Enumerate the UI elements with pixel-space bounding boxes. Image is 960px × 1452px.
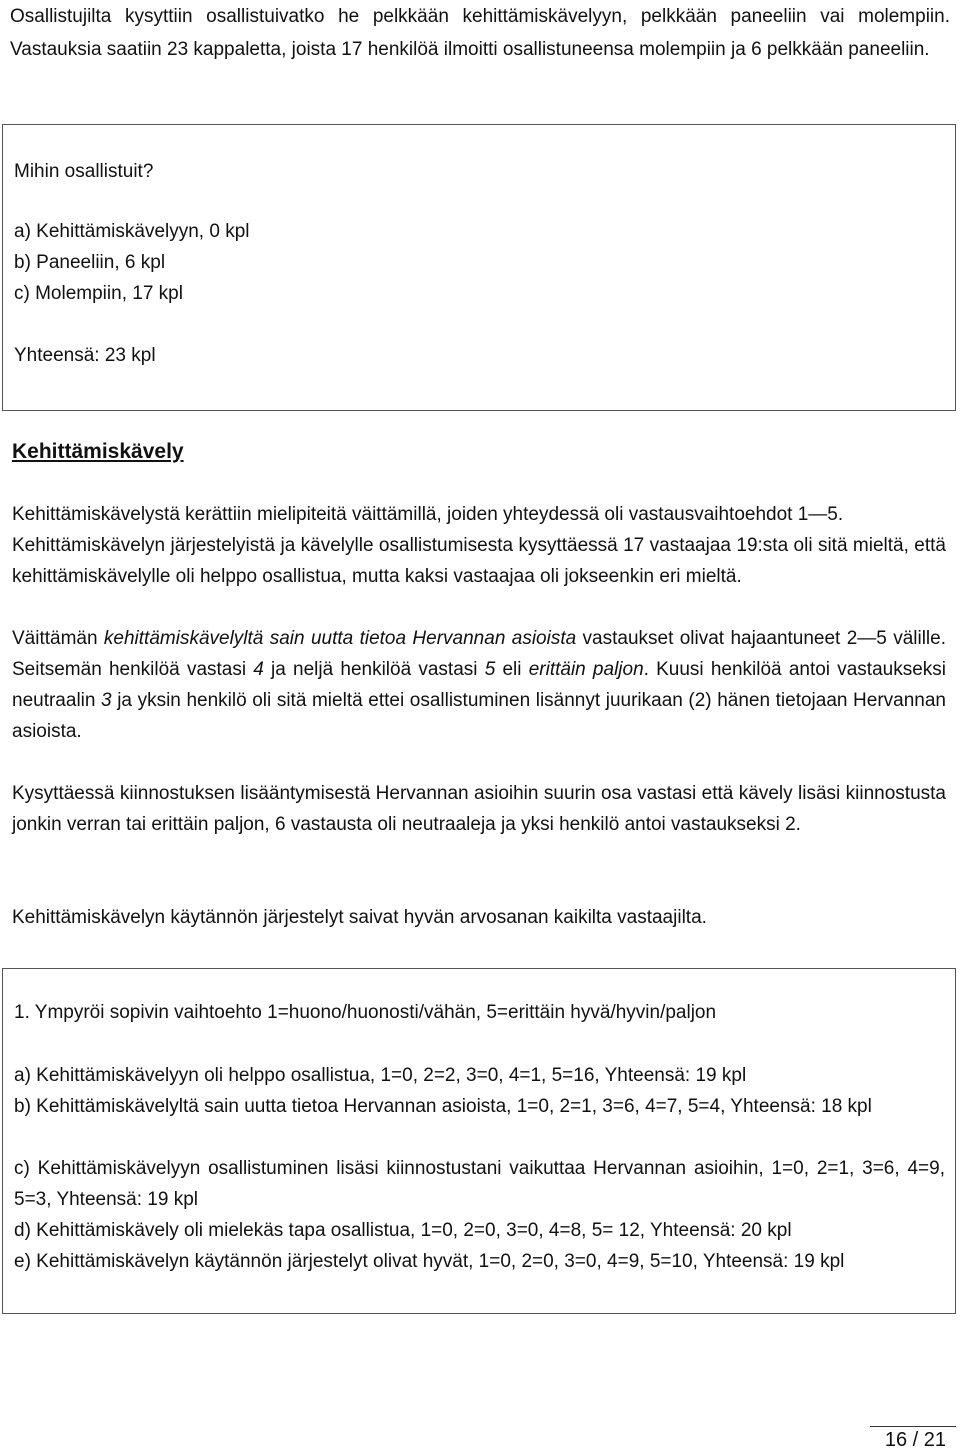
paragraph-4: Kehittämiskävelyn käytännön järjestelyt saivat hyvän arvosanan kaikilta vastaajilta.	[12, 907, 707, 928]
total-text: Yhteensä: 23 kpl	[14, 345, 156, 366]
rating-item: b) Kehittämiskävelyltä sain uutta tietoa Hervannan asioista, 1=0, 2=1, 3=6, 4=7, 5=4, Yhteensä: 18 kpl	[14, 1096, 872, 1117]
paragraph-1-line: Kehittämiskävelystä kerättiin mielipiteitä väittämillä, joiden yhteydessä oli vastausvaihtoehdot 1—5.	[12, 504, 844, 525]
paragraph-2-emphasis: 5	[484, 659, 496, 680]
survey-box-ratings	[2, 968, 956, 1314]
rating-item: e) Kehittämiskävelyn käytännön järjestelyt olivat hyvät, 1=0, 2=0, 3=0, 4=9, 5=10, Yhteensä: 19 kpl	[14, 1251, 845, 1272]
paragraph-2-emphasis: erittäin paljon	[528, 659, 644, 680]
paragraph-2-text: ja yksin henkilö oli sitä mieltä ettei osallistuminen lisännyt juurikaan (2) hänen tietojaan Hervannan asioista.	[12, 690, 947, 742]
page-number: 16 / 21	[884, 1429, 946, 1451]
footer-rule	[870, 1426, 956, 1427]
paragraph-2-text: ja neljä henkilöä vastasi	[263, 659, 485, 680]
answer-item: a) Kehittämiskävelyyn, 0 kpl	[14, 221, 250, 242]
paragraph-2-emphasis: 4	[253, 659, 264, 680]
rating-item: a) Kehittämiskävelyyn oli helppo osallistua, 1=0, 2=2, 3=0, 4=1, 5=16, Yhteensä: 19 kpl	[14, 1065, 747, 1086]
paragraph-2-emphasis: kehittämiskävelyltä sain uutta tietoa Hervannan asioista	[103, 628, 577, 649]
question-text: Mihin osallistuit?	[14, 161, 154, 182]
instruction-text: 1. Ympyröi sopivin vaihtoehto 1=huono/huonosti/vähän, 5=erittäin hyvä/hyvin/paljon	[14, 1002, 717, 1023]
paragraph-2-text: . Kuusi henkilöä antoi vastaukseksi neutraalin	[12, 659, 946, 711]
paragraph-1: Kehittämiskävelyn järjestelyistä ja kävelylle osallistumisesta kysyttäessä 17 vastaajaa 19:sta oli sitä mieltä, että kehittämiskävelylle oli helppo osallistua, mutta kaksi vastaajaa oli jokseenkin eri mieltä.	[12, 535, 946, 587]
survey-box-participation	[2, 124, 956, 411]
rating-item: c) Kehittämiskävelyyn osallistuminen lisäsi kiinnostustani vaikuttaa Hervannan asioihin, 1=0, 2=1, 3=6, 4=9, 5=3, Yhteensä: 19 kpl	[14, 1158, 945, 1210]
answer-item: c) Molempiin, 17 kpl	[14, 283, 183, 304]
paragraph-2-text: vastaukset olivat hajaantuneet 2—5 välille. Seitsemän henkilöä vastasi	[12, 628, 946, 680]
section-heading: Kehittämiskävely	[12, 440, 184, 463]
intro-paragraph: Osallistujilta kysyttiin osallistuivatko he pelkkään kehittämiskävelyyn, pelkkään paneeliin vai molempiin. Vastauksia saatiin 23 kappaletta, joista 17 henkilöä ilmoitti osallistuneensa molempiin ja 6 pelkkään paneeliin.	[10, 6, 950, 60]
rating-item: d) Kehittämiskävely oli mielekäs tapa osallistua, 1=0, 2=0, 3=0, 4=8, 5= 12, Yhteensä: 20 kpl	[14, 1220, 792, 1241]
paragraph-2-text: eli	[495, 659, 529, 680]
paragraph-3: Kysyttäessä kiinnostuksen lisääntymisestä Hervannan asioihin suurin osa vastasi että kävely lisäsi kiinnostusta jonkin verran tai erittäin paljon, 6 vastausta oli neutraaleja ja yksi henkilö antoi vastaukseksi 2.	[12, 783, 946, 835]
paragraph-2	[12, 623, 946, 747]
paragraph-2-text: Väittämän	[12, 628, 104, 649]
answer-item: b) Paneeliin, 6 kpl	[14, 252, 166, 273]
paragraph-2-emphasis: 3	[101, 690, 112, 711]
